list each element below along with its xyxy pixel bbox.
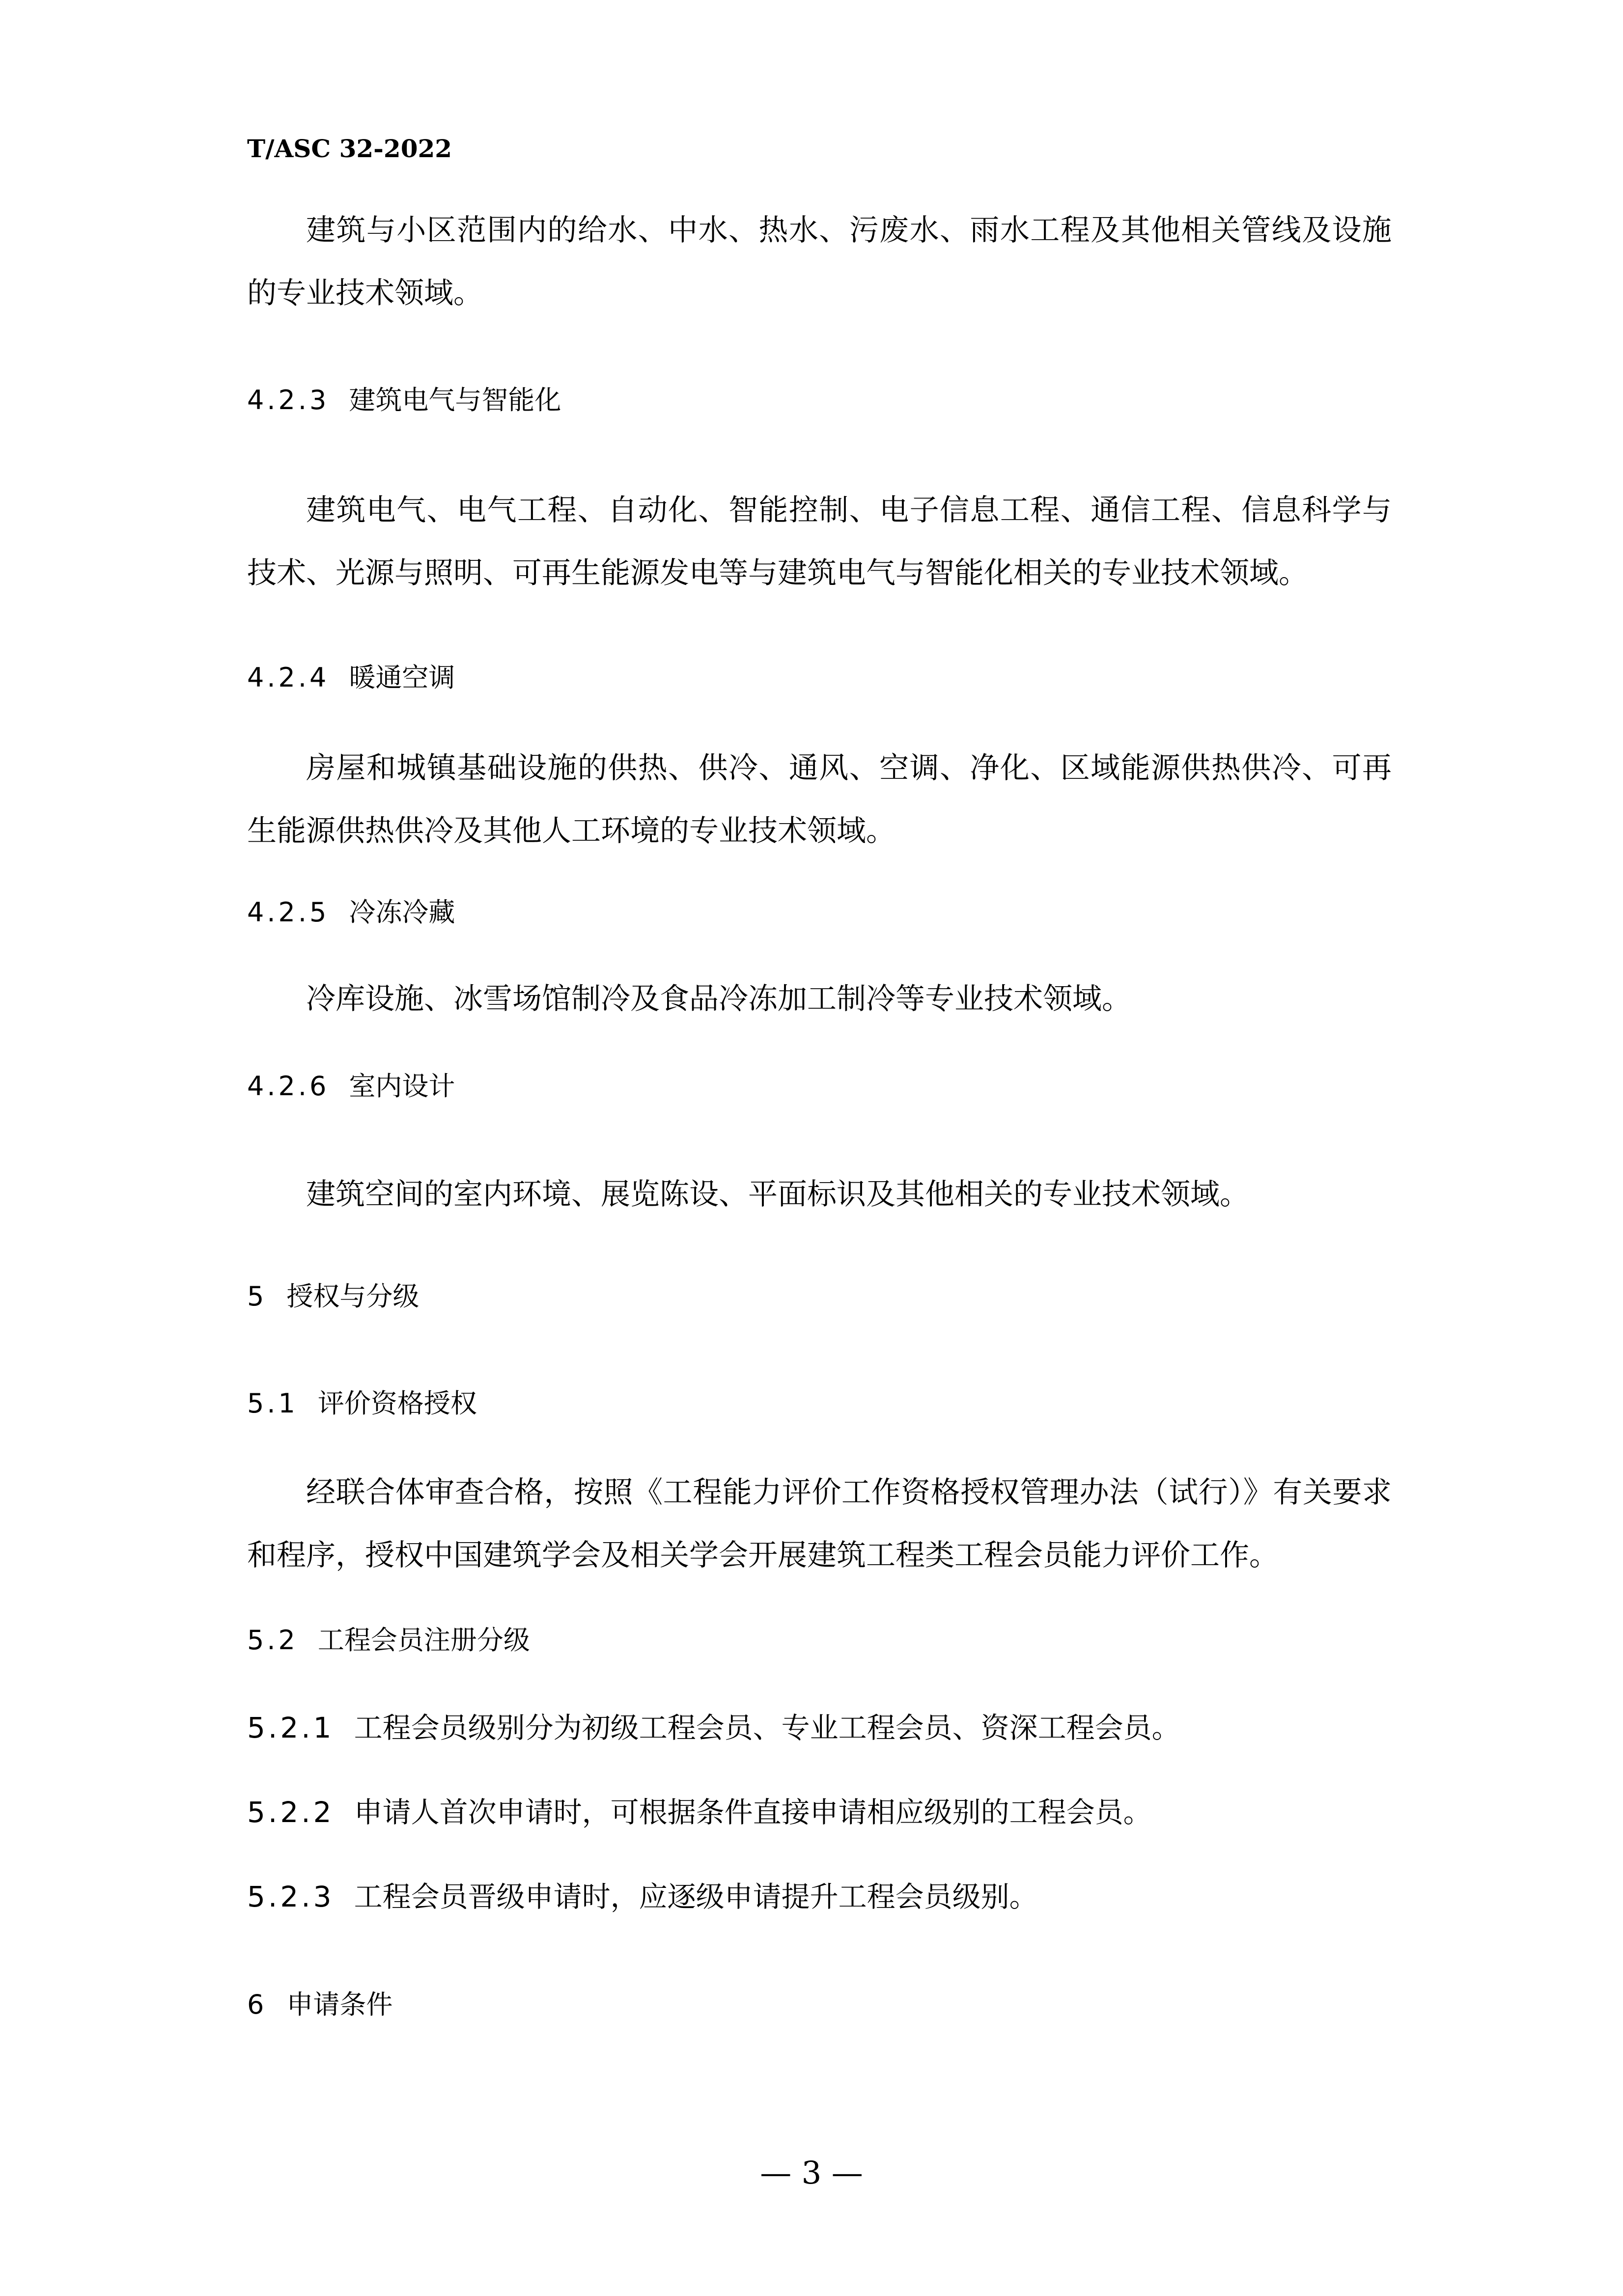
clause-text: 工程会员晋级申请时，应逐级申请提升工程会员级别。 — [354, 1880, 1038, 1913]
section-number: 5.2.2 — [247, 1796, 335, 1829]
section-title: 授权与分级 — [286, 1281, 420, 1312]
section-number: 6 — [247, 1989, 267, 2020]
section-number: 5.1 — [247, 1388, 298, 1419]
section-title: 暖通空调 — [349, 662, 455, 693]
heading-5 — [247, 1277, 419, 1316]
heading-5-1 — [247, 1384, 477, 1423]
section-number: 5.2.1 — [247, 1711, 335, 1744]
heading-5-2 — [247, 1621, 530, 1660]
paragraph-hvac-scope: 房屋和城镇基础设施的供热、供冷、通风、空调、净化、区域能源供热供冷、可再生能源供热供冷及其他人工环境的专业技术领域。 — [247, 751, 1392, 848]
paragraph-electrical-scope: 建筑电气、电气工程、自动化、智能控制、电子信息工程、通信工程、信息科学与技术、光源与照明、可再生能源发电等与建筑电气与智能化相关的专业技术领域。 — [247, 493, 1392, 590]
section-number: 4.2.5 — [247, 897, 330, 928]
section-number: 5.2 — [247, 1625, 298, 1656]
heading-6 — [247, 1985, 392, 2024]
section-number: 4.2.3 — [247, 385, 330, 415]
section-title: 建筑电气与智能化 — [349, 385, 561, 415]
heading-4-2-4 — [247, 658, 455, 697]
section-title: 冷冻冷藏 — [349, 897, 455, 928]
clause-5-2-2 — [247, 1793, 1152, 1832]
section-number: 5.2.3 — [247, 1880, 335, 1913]
section-number: 4.2.6 — [247, 1071, 330, 1102]
clause-text: 申请人首次申请时，可根据条件直接申请相应级别的工程会员。 — [354, 1796, 1152, 1829]
heading-4-2-6 — [247, 1067, 455, 1106]
section-title: 室内设计 — [349, 1071, 455, 1102]
paragraph-drainage-scope: 建筑与小区范围内的给水、中水、热水、污废水、雨水工程及其他相关管线及设施的专业技术领域。 — [247, 213, 1392, 310]
section-title: 申请条件 — [286, 1989, 393, 2020]
section-number: 4.2.4 — [247, 662, 330, 693]
heading-4-2-5 — [247, 893, 455, 932]
section-title: 工程会员注册分级 — [317, 1625, 530, 1656]
clause-5-2-1 — [247, 1708, 1180, 1747]
paragraph-interior-scope: 建筑空间的室内环境、展览陈设、平面标识及其他相关的专业技术领域。 — [306, 1177, 1249, 1212]
section-number: 5 — [247, 1281, 267, 1312]
page-number: — 3 — — [760, 2155, 863, 2191]
paragraph-refrigeration-scope: 冷库设施、冰雪场馆制冷及食品冷冻加工制冷等专业技术领域。 — [306, 982, 1131, 1016]
section-title: 评价资格授权 — [317, 1388, 477, 1419]
document-code: T/ASC 32-2022 — [247, 134, 452, 163]
paragraph-authorization: 经联合体审查合格，按照《工程能力评价工作资格授权管理办法（试行）》有关要求和程序，授权中国建筑学会及相关学会开展建筑工程类工程会员能力评价工作。 — [247, 1475, 1392, 1573]
clause-text: 工程会员级别分为初级工程会员、专业工程会员、资深工程会员。 — [354, 1711, 1180, 1744]
clause-5-2-3 — [247, 1877, 1038, 1916]
heading-4-2-3 — [247, 381, 561, 420]
